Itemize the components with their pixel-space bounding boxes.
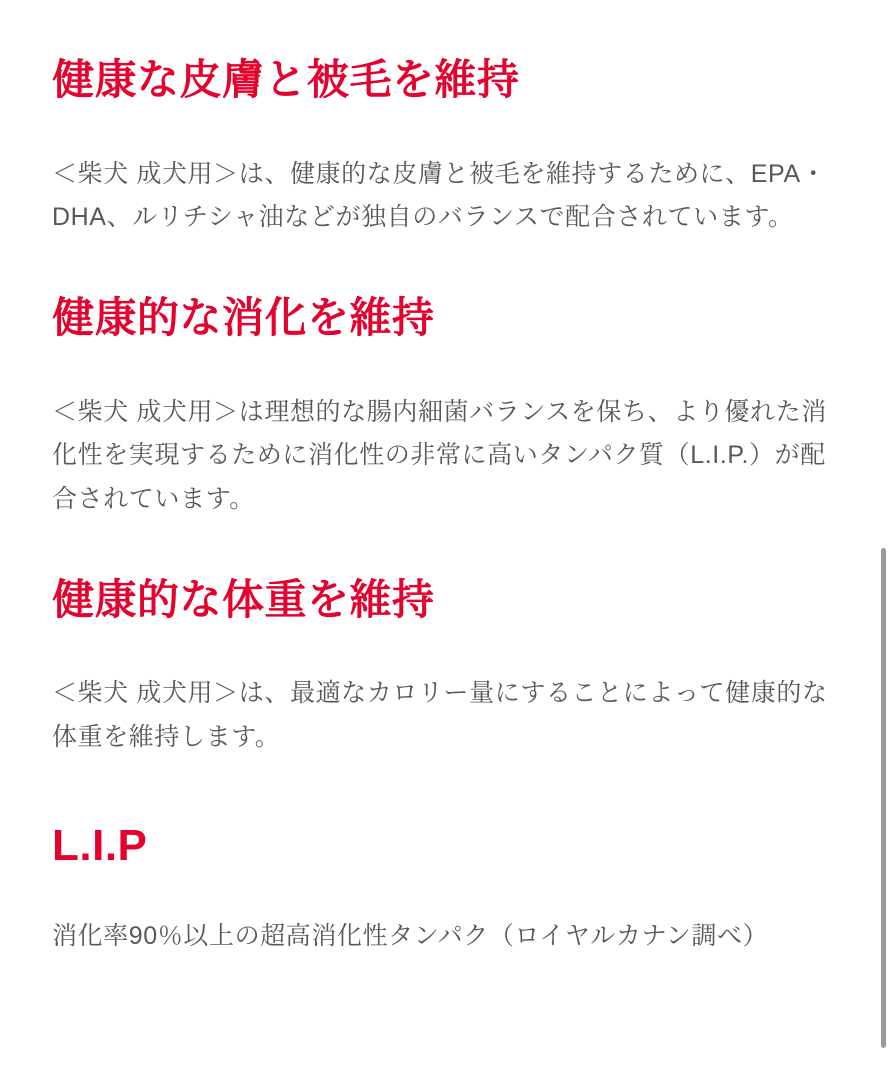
section-heading: 健康な皮膚と被毛を維持 [52,56,520,103]
section-heading: 健康的な消化を維持 [52,294,435,341]
section-healthy-weight [52,574,837,760]
section-healthy-digestion [52,292,837,522]
scrollbar-thumb[interactable] [881,548,886,1048]
section-body: 消化率90％以上の超高消化性タンパク（ロイヤルカナン調べ） [52,921,769,950]
section-body: ＜柴犬 成犬用＞は理想的な腸内細菌バランスを保ち、より優れた消化性を実現するために消化性の非常に高いタンパク質（L.I.P.）が配合されています。 [52,397,827,513]
section-body: ＜柴犬 成犬用＞は、健康的な皮膚と被毛を維持するために、EPA・DHA、ルリチシャ油などが独自のバランスで配合されています。 [52,159,827,232]
vertical-scrollbar[interactable] [879,0,889,1080]
section-heading: L.I.P [52,820,148,870]
section-heading: 健康的な体重を維持 [52,575,435,623]
section-healthy-skin-and-coat [52,54,837,240]
section-lip [52,818,837,959]
section-body: ＜柴犬 成犬用＞は、最適なカロリー量にすることによって健康的な体重を維持します。 [52,679,828,751]
